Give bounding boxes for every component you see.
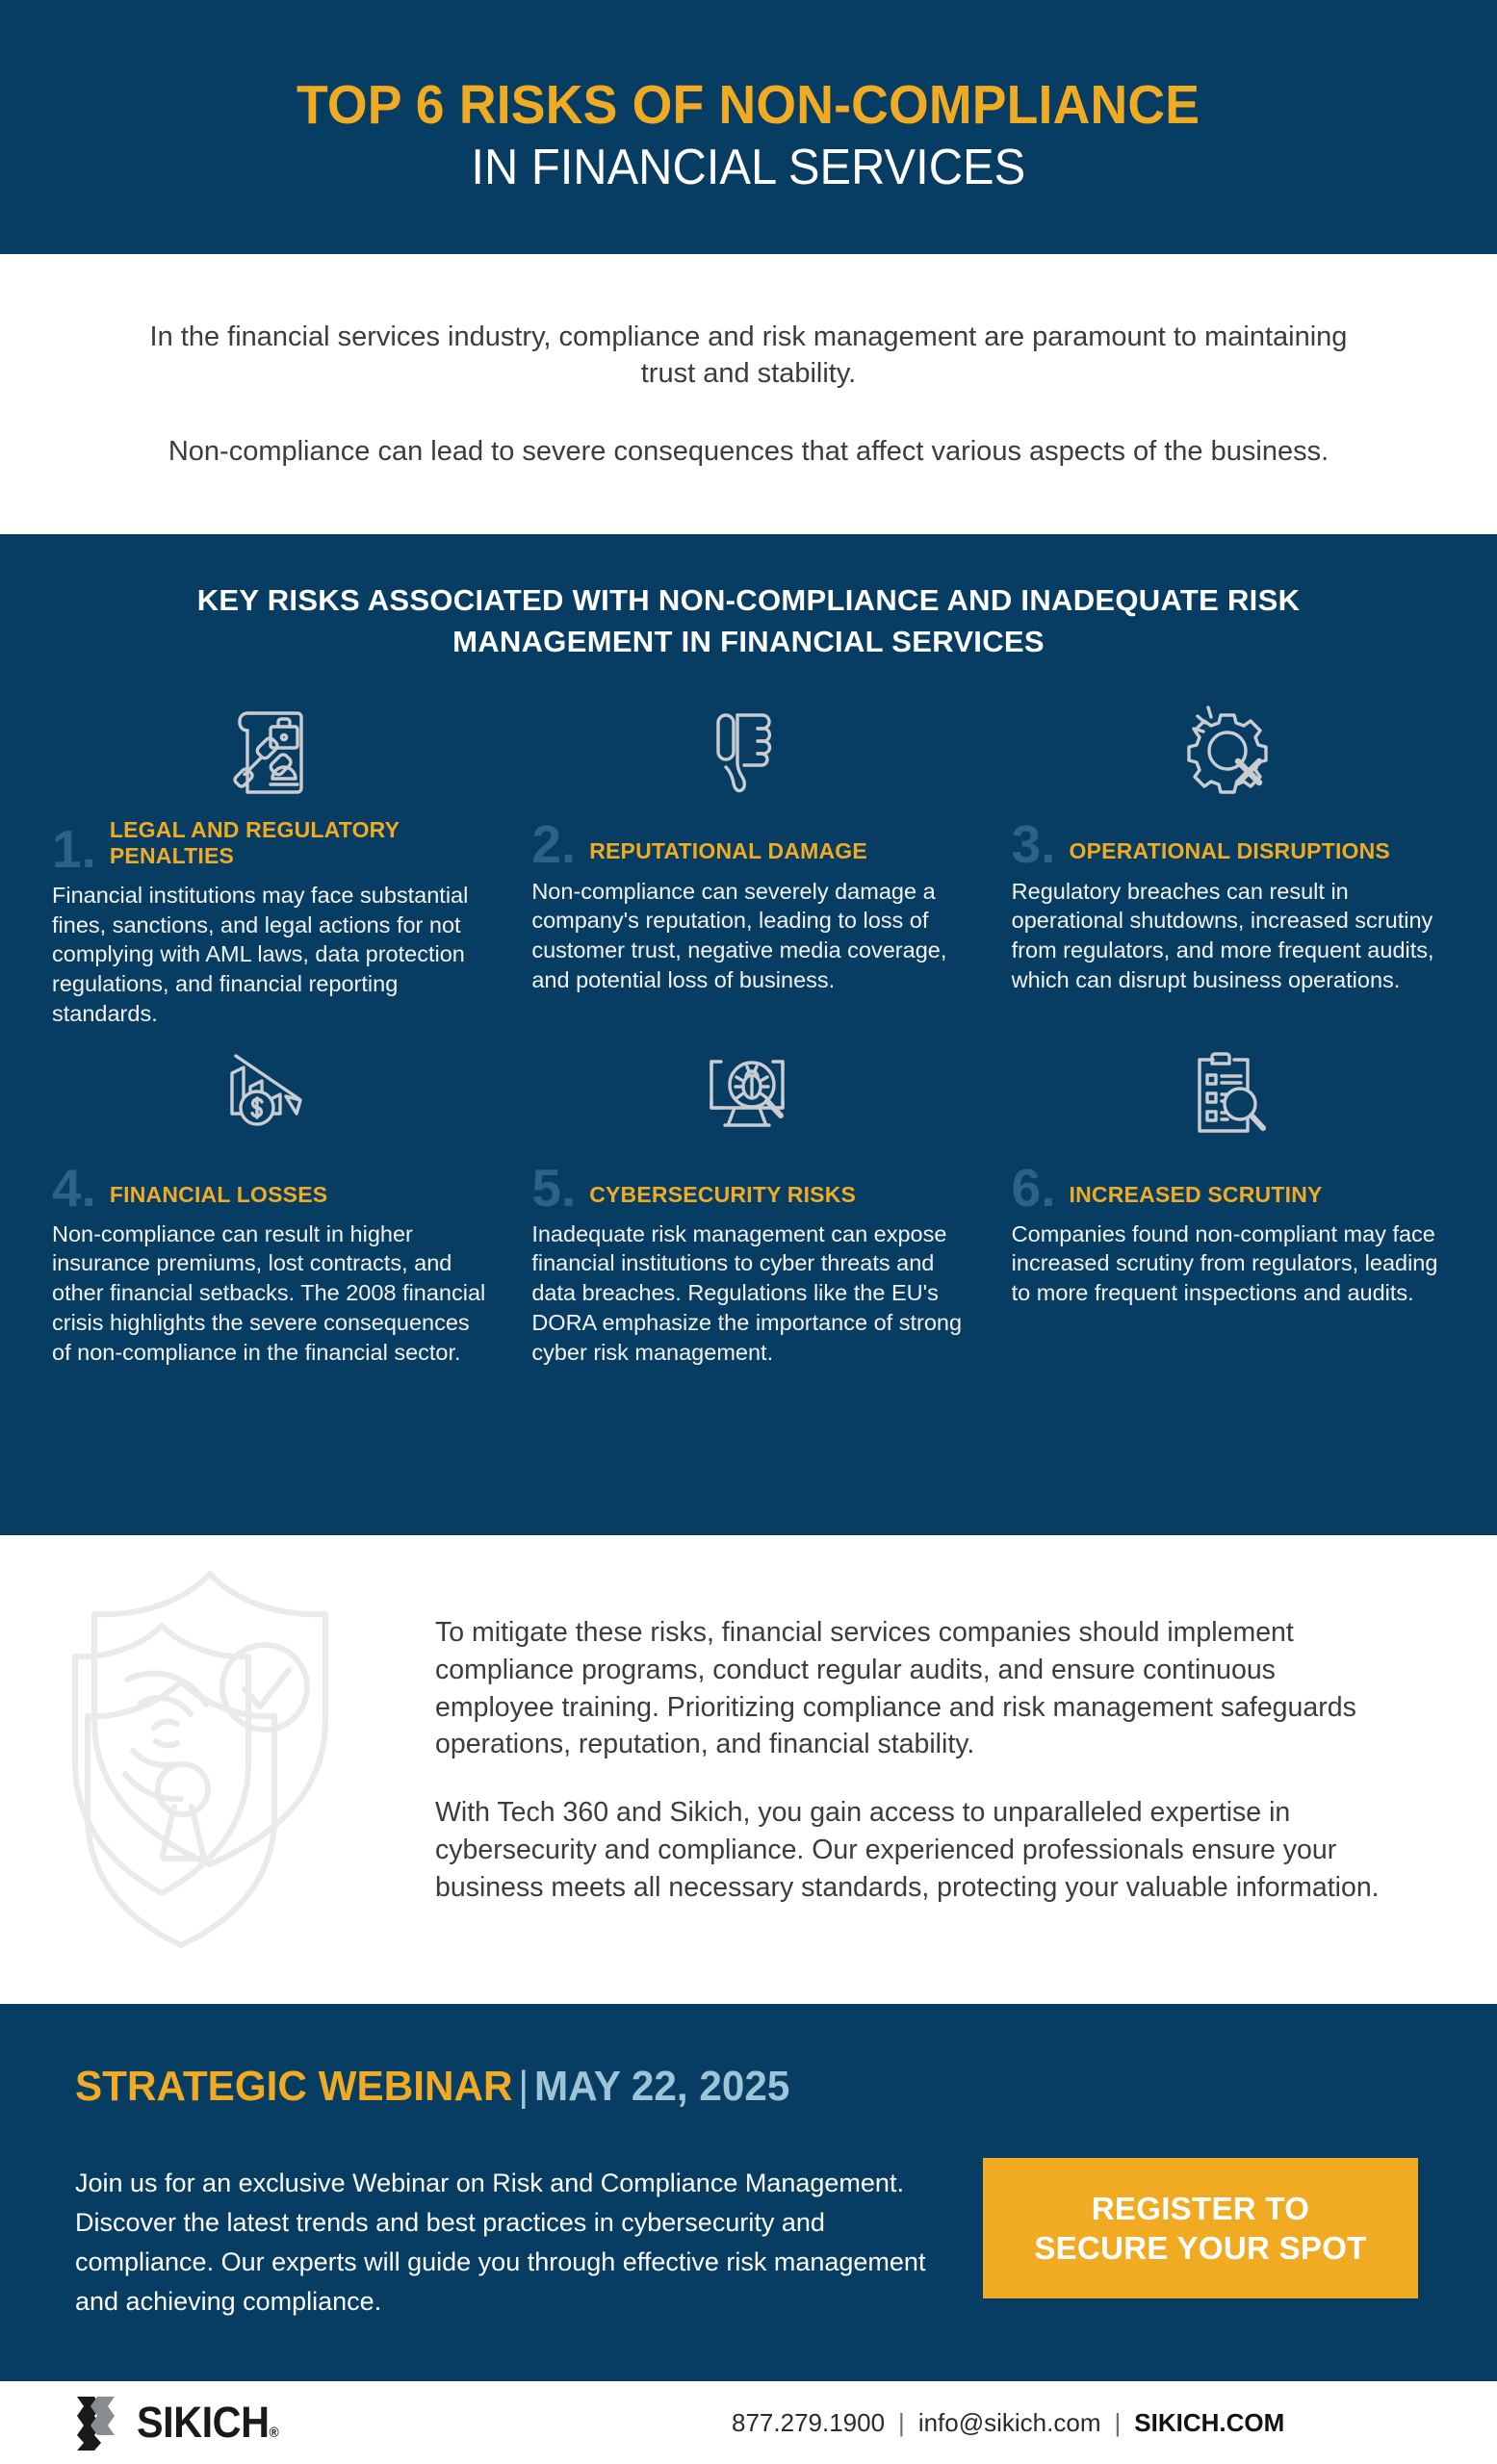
mitigation-paragraph-2: With Tech 360 and Sikich, you gain access to unparalleled expertise in cybersecurity and compliance. Our experienced professionals ensure your business meets all necessary standards, protecting your valuable information. <box>435 1797 1380 1903</box>
risk-card-1 <box>52 700 485 1029</box>
footer-separator-2: | <box>1114 2407 1122 2437</box>
webinar-date: MAY 22, 2025 <box>533 2063 790 2110</box>
risk-body-3: Regulatory breaches can result in operational shutdowns, increased scrutiny from regulators, and more frequent audits, which can disrupt business operations. <box>1011 878 1434 992</box>
risk-card-6 <box>1012 1042 1445 1368</box>
footer-email[interactable]: info@sikich.com <box>917 2407 1101 2437</box>
risk-title-row-1 <box>52 816 485 879</box>
footer-separator-1: | <box>898 2407 905 2437</box>
footer-website[interactable]: SIKICH.COM <box>1134 2407 1285 2437</box>
risk-title-3: OPERATIONAL DISRUPTIONS <box>1069 838 1390 864</box>
broken-gear-error-icon <box>1012 700 1445 804</box>
key-risks-section <box>0 534 1497 1535</box>
overlapping-shields-keyhole-check-icon <box>37 1553 374 1957</box>
clipboard-magnifier-audit-icon <box>1012 1042 1445 1146</box>
register-button[interactable] <box>983 2158 1418 2298</box>
risk-card-5 <box>531 1042 965 1368</box>
risk-number-4: 4. <box>52 1157 96 1218</box>
intro-paragraph-2: Non-compliance can lead to severe consequences that affect various aspects of the business. <box>168 435 1329 467</box>
risk-body-2: Non-compliance can severely damage a company's reputation, leading to loss of customer trust, negative media coverage, and potential loss of business. <box>531 878 947 992</box>
risk-number-6: 6. <box>1011 1157 1056 1218</box>
mitigation-paragraph-1: To mitigate these risks, financial services companies should implement compliance programs, conduct regular audits, and ensure continuous employee training. Prioritizing compliance and risk management safeguards operations, reputation, and financial stability. <box>435 1617 1356 1760</box>
risk-card-2 <box>531 700 965 1029</box>
webinar-description: Join us for an exclusive Webinar on Risk and Compliance Management. Discover the latest trends and best practices in cybersecurity and compliance. Our experts will guide you through effective risk management and achieving compliance. <box>75 2169 926 2317</box>
risk-body-5: Inadequate risk management can expose financial institutions to cyber threats and data breaches. Regulations like the EU's DORA emphasize the importance of strong cyber risk management. <box>531 1220 963 1365</box>
webinar-title-separator: | <box>518 2063 529 2110</box>
risk-title-row-3 <box>1011 814 1445 875</box>
footer <box>0 2381 1497 2464</box>
footer-contact <box>732 2408 1284 2438</box>
risk-number-5: 5. <box>531 1157 577 1218</box>
mitigation-section <box>0 1535 1497 2004</box>
mitigation-text <box>435 1595 1381 1906</box>
page-title-line2: IN FINANCIAL SERVICES <box>471 139 1026 195</box>
header-banner <box>0 0 1497 254</box>
intro-paragraph-1: In the financial services industry, compliance and risk management are paramount to maintaining trust and stability. <box>149 321 1348 390</box>
risk-title-5: CYBERSECURITY RISKS <box>589 1181 857 1207</box>
risk-title-2: REPUTATIONAL DAMAGE <box>589 838 867 864</box>
page-title-line1: TOP 6 RISKS OF NON-COMPLIANCE <box>297 74 1200 137</box>
risk-title-row-6 <box>1011 1157 1445 1218</box>
sikich-chevron-logo-icon <box>75 2395 127 2451</box>
sikich-logo[interactable] <box>75 2395 291 2451</box>
thumbs-down-icon <box>531 700 965 804</box>
risk-title-6: INCREASED SCRUTINY <box>1069 1181 1323 1207</box>
risk-number-1: 1. <box>52 818 96 879</box>
sikich-logo-text: SIKICH® <box>137 2398 279 2447</box>
risk-grid <box>52 700 1445 1368</box>
risk-title-row-2 <box>531 814 965 875</box>
law-book-gavel-briefcase-icon <box>52 700 485 804</box>
risk-title-row-4 <box>52 1157 485 1218</box>
registered-trademark-icon: ® <box>269 2425 279 2441</box>
webinar-cta-section <box>0 2004 1497 2381</box>
risk-card-4 <box>52 1042 485 1368</box>
risk-card-3 <box>1012 700 1445 1029</box>
risk-title-1: LEGAL AND REGULATORY PENALTIES <box>109 816 400 868</box>
register-button-label-line1: REGISTER TO <box>1091 2191 1310 2227</box>
footer-phone[interactable]: 877.279.1900 <box>732 2407 886 2437</box>
intro-section <box>0 254 1497 534</box>
key-risks-heading: KEY RISKS ASSOCIATED WITH NON-COMPLIANCE AND INADEQUATE RISK MANAGEMENT IN FINANCIAL SERVICES <box>196 583 1301 658</box>
webinar-title-primary: STRATEGIC WEBINAR <box>75 2063 513 2110</box>
risk-title-4: FINANCIAL LOSSES <box>109 1181 328 1207</box>
webinar-title <box>75 2064 1368 2110</box>
declining-chart-dollar-icon <box>52 1042 485 1146</box>
risk-body-1: Financial institutions may face substantial fines, sanctions, and legal actions for not complying with AML laws, data protection regulations, and financial reporting standards. <box>52 882 469 1026</box>
register-button-label-line2: SECURE YOUR SPOT <box>1034 2230 1367 2267</box>
risk-body-6: Companies found non-compliant may face increased scrutiny from regulators, leading to more frequent inspections and audits. <box>1011 1220 1438 1306</box>
risk-title-row-5 <box>531 1157 965 1218</box>
monitor-bug-magnifier-icon <box>531 1042 965 1146</box>
webinar-content-row <box>75 2164 1422 2322</box>
risk-body-4: Non-compliance can result in higher insurance premiums, lost contracts, and other financial setbacks. The 2008 financial crisis highlights the severe consequences of non-compliance in the financial sector. <box>52 1220 486 1365</box>
risk-number-3: 3. <box>1011 814 1056 875</box>
risk-number-2: 2. <box>531 814 577 875</box>
